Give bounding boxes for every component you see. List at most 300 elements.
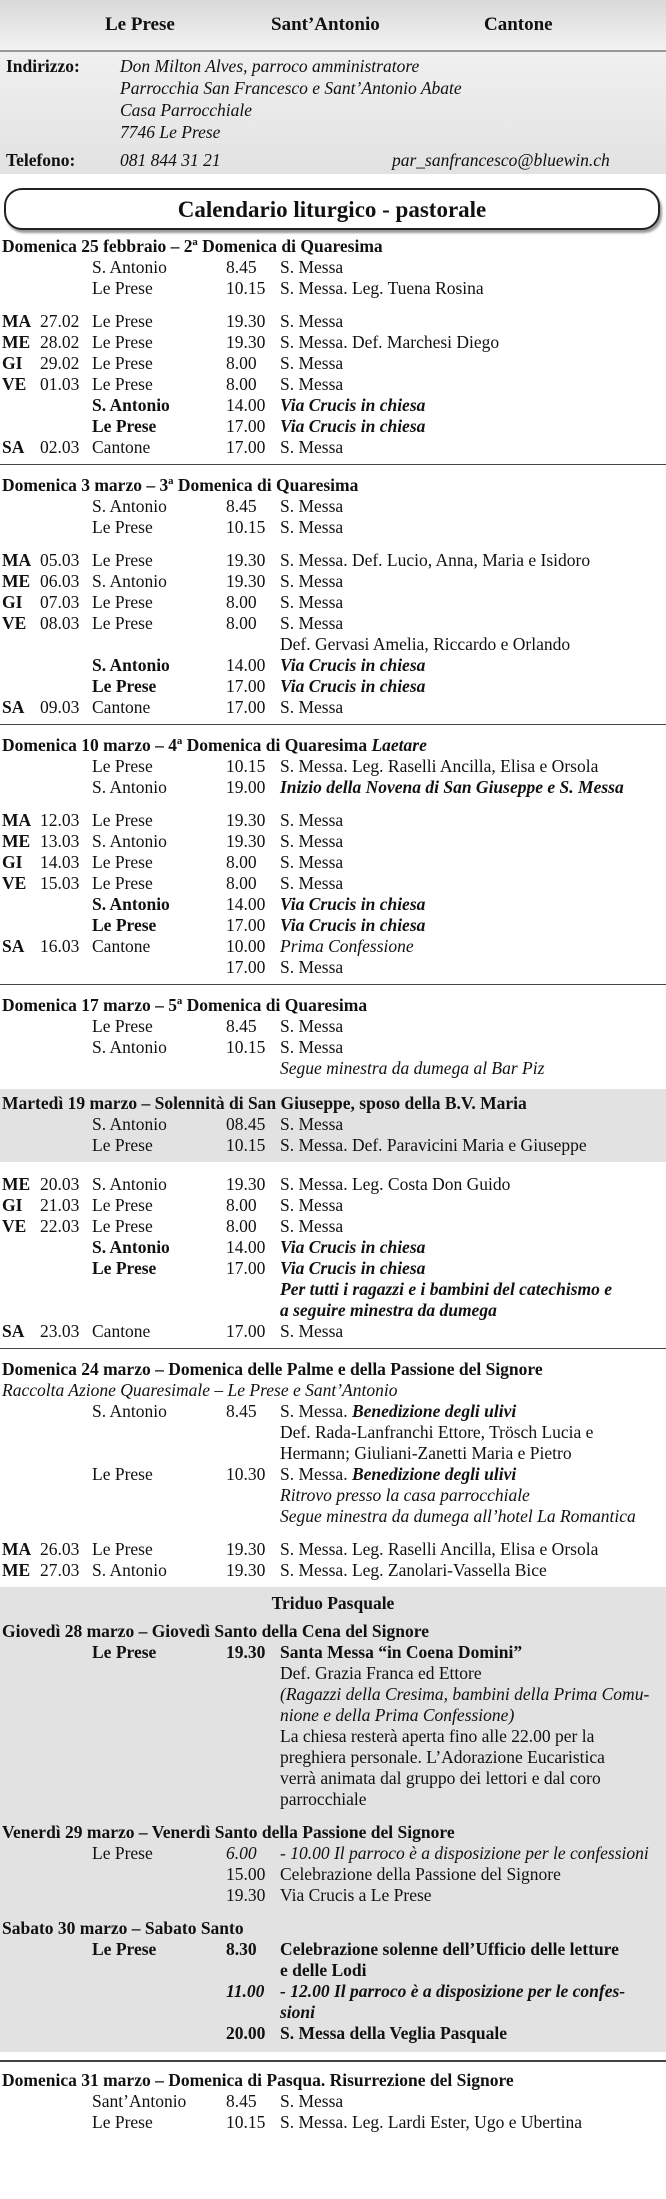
list-item bbox=[0, 2002, 666, 2023]
list-item bbox=[0, 1174, 666, 1195]
header-bar bbox=[0, 0, 666, 52]
list-item bbox=[0, 697, 666, 718]
time: 19.30 bbox=[226, 1642, 266, 1662]
section-title: Domenica 25 febbraio – 2ª Domenica di Quaresima bbox=[2, 236, 383, 256]
list-item bbox=[0, 756, 666, 777]
place: Le Prese bbox=[92, 756, 153, 776]
section-title: Domenica 31 marzo – Domenica di Pasqua. Risurrezione del Signore bbox=[2, 2070, 514, 2090]
divider bbox=[0, 724, 666, 725]
divider bbox=[0, 2060, 666, 2062]
time: 19.30 bbox=[226, 332, 266, 352]
date: 21.03 bbox=[40, 1195, 80, 1215]
divider bbox=[0, 464, 666, 465]
place: Le Prese bbox=[92, 374, 153, 394]
date: 13.03 bbox=[40, 831, 80, 851]
event-note: Def. Gervasi Amelia, Riccardo e Orlando bbox=[280, 634, 571, 654]
time: 19.30 bbox=[226, 1885, 266, 1905]
place: S. Antonio bbox=[92, 571, 167, 591]
list-item bbox=[0, 395, 666, 416]
event: S. Messa bbox=[280, 496, 344, 516]
time: 19.30 bbox=[226, 1539, 266, 1559]
divider bbox=[0, 984, 666, 985]
weekday: ME bbox=[2, 332, 31, 352]
section-17-mar bbox=[0, 995, 666, 1079]
list-item bbox=[0, 353, 666, 374]
list-item bbox=[0, 1642, 666, 1663]
section-title: Domenica 17 marzo – 5ª Domenica di Quaresima bbox=[2, 995, 368, 1015]
event: S. Messa. Leg. Lardi Ester, Ugo e Ubertina bbox=[280, 2112, 583, 2132]
event: S. Messa bbox=[280, 374, 344, 394]
time: 17.00 bbox=[226, 1258, 266, 1278]
list-item bbox=[0, 2091, 666, 2112]
event: Via Crucis in chiesa bbox=[280, 915, 426, 935]
address-line: Parrocchia San Francesco e Sant’Antonio Abate bbox=[120, 78, 462, 98]
place: S. Antonio bbox=[92, 894, 170, 914]
event: S. Messa bbox=[280, 1016, 344, 1036]
weekday: ME bbox=[2, 1560, 31, 1580]
event: Celebrazione solenne dell’Ufficio delle letture bbox=[280, 1939, 619, 1959]
list-item bbox=[0, 1705, 666, 1726]
event: S. Messa bbox=[280, 571, 344, 591]
weekday: GI bbox=[2, 592, 23, 612]
list-item bbox=[0, 496, 666, 517]
place: Cantone bbox=[92, 697, 151, 717]
list-item bbox=[0, 332, 666, 353]
time: 8.45 bbox=[226, 257, 257, 277]
time: 14.00 bbox=[226, 894, 266, 914]
event-note: Ritrovo presso la casa parrocchiale bbox=[280, 1485, 530, 1505]
list-item bbox=[0, 1506, 666, 1527]
event-note: Def. Rada-Lanfranchi Ettore, Trösch Lucia e bbox=[280, 1422, 594, 1442]
place: Le Prese bbox=[92, 1843, 153, 1863]
place: Le Prese bbox=[92, 550, 153, 570]
list-item bbox=[0, 1216, 666, 1237]
place: S. Antonio bbox=[92, 1114, 167, 1134]
event: S. Messa. Leg. Costa Don Guido bbox=[280, 1174, 511, 1194]
weekday: SA bbox=[2, 697, 25, 717]
place: S. Antonio bbox=[92, 1237, 170, 1257]
list-item bbox=[0, 873, 666, 894]
event: S. Messa bbox=[280, 517, 344, 537]
place: S. Antonio bbox=[92, 1037, 167, 1057]
list-item bbox=[0, 1789, 666, 1810]
section-title: Giovedì 28 marzo – Giovedì Santo della Cena del Signore bbox=[2, 1621, 429, 1641]
event: Via Crucis in chiesa bbox=[280, 395, 426, 415]
event-note: Per tutti i ragazzi e i bambini del catechismo e bbox=[280, 1279, 613, 1299]
time: 8.45 bbox=[226, 2091, 257, 2111]
event-highlight: Benedizione degli ulivi bbox=[351, 1464, 517, 1484]
list-item bbox=[0, 571, 666, 592]
place: Le Prese bbox=[92, 810, 153, 830]
time: 10.15 bbox=[226, 2112, 266, 2132]
event: Via Crucis in chiesa bbox=[280, 416, 426, 436]
place: S. Antonio bbox=[92, 257, 167, 277]
event: S. Messa bbox=[280, 592, 344, 612]
place: Le Prese bbox=[92, 1939, 157, 1959]
list-item bbox=[0, 777, 666, 798]
time: 17.00 bbox=[226, 416, 266, 436]
header-sant-antonio: Sant’Antonio bbox=[271, 14, 380, 35]
time: 17.00 bbox=[226, 697, 266, 717]
date: 07.03 bbox=[40, 592, 80, 612]
time: 8.45 bbox=[226, 496, 257, 516]
section-subtitle: Raccolta Azione Quaresimale – Le Prese e Sant’Antonio bbox=[2, 1380, 398, 1400]
list-item bbox=[0, 1684, 666, 1705]
weekday: SA bbox=[2, 936, 25, 956]
list-item bbox=[0, 957, 666, 978]
list-item bbox=[0, 1663, 666, 1684]
event: - 10.00 Il parroco è a disposizione per le confessioni bbox=[280, 1843, 649, 1863]
place: S. Antonio bbox=[92, 777, 167, 797]
date: 14.03 bbox=[40, 852, 80, 872]
section-title-laetare: Laetare bbox=[371, 735, 427, 755]
list-item bbox=[0, 1300, 666, 1321]
place: Le Prese bbox=[92, 852, 153, 872]
section-10-mar bbox=[0, 735, 666, 978]
list-item bbox=[0, 517, 666, 538]
list-item bbox=[0, 1321, 666, 1342]
list-item bbox=[0, 437, 666, 458]
place: Le Prese bbox=[92, 613, 153, 633]
time: 19.30 bbox=[226, 1174, 266, 1194]
phone-label: Telefono: bbox=[6, 150, 76, 170]
list-item bbox=[0, 1058, 666, 1079]
event-note: La chiesa resterà aperta fino alle 22.00 per la bbox=[280, 1726, 595, 1746]
list-item bbox=[0, 1114, 666, 1135]
time: 8.00 bbox=[226, 374, 257, 394]
email: par_sanfrancesco@bluewin.ch bbox=[392, 150, 610, 170]
time: 11.00 bbox=[226, 1981, 265, 2001]
event: S. Messa bbox=[280, 437, 344, 457]
section-title: Venerdì 29 marzo – Venerdì Santo della Passione del Signore bbox=[2, 1822, 455, 1842]
date: 20.03 bbox=[40, 1174, 80, 1194]
time: 19.30 bbox=[226, 571, 266, 591]
event-note: Segue minestra da dumega al Bar Piz bbox=[280, 1058, 545, 1078]
weekday: VE bbox=[2, 1216, 27, 1236]
place: Le Prese bbox=[92, 873, 153, 893]
list-item bbox=[0, 416, 666, 437]
list-item bbox=[0, 278, 666, 299]
place: S. Antonio bbox=[92, 655, 170, 675]
address-line: Don Milton Alves, parroco amministratore bbox=[120, 56, 420, 76]
time: 17.00 bbox=[226, 676, 266, 696]
time: 10.30 bbox=[226, 1464, 266, 1484]
section-24-mar bbox=[0, 1359, 666, 1581]
place: Le Prese bbox=[92, 592, 153, 612]
section-title: Sabato 30 marzo – Sabato Santo bbox=[2, 1918, 244, 1938]
date: 12.03 bbox=[40, 810, 80, 830]
date: 05.03 bbox=[40, 550, 80, 570]
list-item bbox=[0, 1485, 666, 1506]
list-item bbox=[0, 1726, 666, 1747]
list-item bbox=[0, 915, 666, 936]
list-item bbox=[0, 1747, 666, 1768]
time: 17.00 bbox=[226, 957, 266, 977]
time: 19.30 bbox=[226, 1560, 266, 1580]
time: 19.30 bbox=[226, 810, 266, 830]
contact-info bbox=[0, 52, 666, 174]
weekday: GI bbox=[2, 852, 23, 872]
date: 08.03 bbox=[40, 613, 80, 633]
section-19-mar bbox=[0, 1089, 666, 1162]
event: S. Messa bbox=[280, 257, 344, 277]
date: 02.03 bbox=[40, 437, 80, 457]
event: Via Crucis in chiesa bbox=[280, 1258, 426, 1278]
time: 14.00 bbox=[226, 395, 266, 415]
event: Prima Confessione bbox=[280, 936, 414, 956]
list-item bbox=[0, 810, 666, 831]
date: 27.03 bbox=[40, 1560, 80, 1580]
event: Inizio della Novena di San Giuseppe e S. Messa bbox=[280, 777, 624, 797]
event: S. Messa bbox=[280, 810, 344, 830]
list-item bbox=[0, 894, 666, 915]
triduo-block bbox=[0, 1587, 666, 2052]
place: Le Prese bbox=[92, 915, 157, 935]
place: S. Antonio bbox=[92, 1174, 167, 1194]
list-item bbox=[0, 1464, 666, 1485]
event-note: Hermann; Giuliani-Zanetti Maria e Pietro bbox=[280, 1443, 572, 1463]
event: S. Messa bbox=[280, 353, 344, 373]
event-note: Def. Grazia Franca ed Ettore bbox=[280, 1663, 482, 1683]
time: 8.00 bbox=[226, 873, 257, 893]
time: 19.00 bbox=[226, 777, 266, 797]
weekday: VE bbox=[2, 613, 27, 633]
date: 16.03 bbox=[40, 936, 80, 956]
event: S. Messa. bbox=[280, 1401, 352, 1421]
place: S. Antonio bbox=[92, 1560, 167, 1580]
place: S. Antonio bbox=[92, 496, 167, 516]
time: 19.30 bbox=[226, 311, 266, 331]
place: Le Prese bbox=[92, 1135, 153, 1155]
list-item bbox=[0, 311, 666, 332]
date: 01.03 bbox=[40, 374, 80, 394]
event: S. Messa bbox=[280, 311, 344, 331]
list-item bbox=[0, 655, 666, 676]
event: S. Messa. Def. Marchesi Diego bbox=[280, 332, 500, 352]
time: 8.30 bbox=[226, 1939, 257, 1959]
date: 26.03 bbox=[40, 1539, 80, 1559]
list-item bbox=[0, 613, 666, 634]
weekday: MA bbox=[2, 550, 32, 570]
date: 15.03 bbox=[40, 873, 80, 893]
section-31-mar bbox=[0, 2070, 666, 2133]
event: S. Messa della Veglia Pasquale bbox=[280, 2023, 508, 2043]
weekday: MA bbox=[2, 1539, 32, 1559]
weekday: VE bbox=[2, 873, 27, 893]
event-note: preghiera personale. L’Adorazione Eucaristica bbox=[280, 1747, 605, 1767]
time: 17.00 bbox=[226, 915, 266, 935]
list-item bbox=[0, 1539, 666, 1560]
date: 22.03 bbox=[40, 1216, 80, 1236]
list-item bbox=[0, 1885, 666, 1906]
list-item bbox=[0, 1135, 666, 1156]
section-25-feb bbox=[0, 236, 666, 458]
event: S. Messa bbox=[280, 1216, 344, 1236]
list-item bbox=[0, 1258, 666, 1279]
event-note: a seguire minestra da dumega bbox=[280, 1300, 497, 1320]
list-item bbox=[0, 1939, 666, 1960]
list-item bbox=[0, 852, 666, 873]
event: S. Messa. Leg. Zanolari-Vassella Bice bbox=[280, 1560, 547, 1580]
event: Via Crucis in chiesa bbox=[280, 1237, 426, 1257]
list-item bbox=[0, 831, 666, 852]
time: 10.15 bbox=[226, 1135, 266, 1155]
event: S. Messa. Def. Paravicini Maria e Giuseppe bbox=[280, 1135, 587, 1155]
list-item bbox=[0, 257, 666, 278]
event: Santa Messa “in Coena Domini” bbox=[280, 1642, 523, 1662]
address-line: Casa Parrocchiale bbox=[120, 100, 253, 120]
list-item bbox=[0, 676, 666, 697]
weekday: ME bbox=[2, 831, 31, 851]
time: 8.00 bbox=[226, 592, 257, 612]
time: 10.15 bbox=[226, 278, 266, 298]
place: Le Prese bbox=[92, 1464, 153, 1484]
place: S. Antonio bbox=[92, 1401, 167, 1421]
triduo-title: Triduo Pasquale bbox=[0, 1587, 666, 1621]
time: 10.15 bbox=[226, 756, 266, 776]
time: 08.45 bbox=[226, 1114, 266, 1134]
event: S. Messa bbox=[280, 1114, 344, 1134]
place: Le Prese bbox=[92, 416, 157, 436]
time: 10.00 bbox=[226, 936, 266, 956]
address-line: 7746 Le Prese bbox=[120, 122, 221, 142]
time: 19.30 bbox=[226, 831, 266, 851]
place: Le Prese bbox=[92, 1016, 153, 1036]
weekday: ME bbox=[2, 571, 31, 591]
time: 8.45 bbox=[226, 1016, 257, 1036]
address-label: Indirizzo: bbox=[6, 56, 80, 76]
list-item bbox=[0, 1981, 666, 2002]
place: Le Prese bbox=[92, 332, 153, 352]
list-item bbox=[0, 1843, 666, 1864]
list-item bbox=[0, 1401, 666, 1422]
event: Via Crucis in chiesa bbox=[280, 655, 426, 675]
date: 28.02 bbox=[40, 332, 80, 352]
place: Sant’Antonio bbox=[92, 2091, 187, 2111]
event: S. Messa bbox=[280, 873, 344, 893]
time: 8.00 bbox=[226, 613, 257, 633]
event: S. Messa bbox=[280, 2091, 344, 2111]
place: Le Prese bbox=[92, 1216, 153, 1236]
list-item bbox=[0, 374, 666, 395]
weekday: GI bbox=[2, 1195, 23, 1215]
place: S. Antonio bbox=[92, 395, 170, 415]
list-item bbox=[0, 2023, 666, 2044]
weekday: VE bbox=[2, 374, 27, 394]
place: Cantone bbox=[92, 936, 151, 956]
date: 29.02 bbox=[40, 353, 80, 373]
event: S. Messa bbox=[280, 1321, 344, 1341]
list-item bbox=[0, 1422, 666, 1443]
event: S. Messa. Def. Lucio, Anna, Maria e Isidoro bbox=[280, 550, 591, 570]
time: 17.00 bbox=[226, 1321, 266, 1341]
place: Le Prese bbox=[92, 2112, 153, 2132]
event: S. Messa bbox=[280, 957, 344, 977]
event: S. Messa. bbox=[280, 1464, 352, 1484]
time: 15.00 bbox=[226, 1864, 266, 1884]
event-highlight: Benedizione degli ulivi bbox=[351, 1401, 517, 1421]
time: 14.00 bbox=[226, 655, 266, 675]
event-note: (Ragazzi della Cresima, bambini della Prima Comu- bbox=[280, 1684, 650, 1704]
time: 20.00 bbox=[226, 2023, 266, 2043]
list-item bbox=[0, 550, 666, 571]
time: 17.00 bbox=[226, 437, 266, 457]
weekday: ME bbox=[2, 1174, 31, 1194]
list-item bbox=[0, 1960, 666, 1981]
place: Le Prese bbox=[92, 1258, 157, 1278]
place: Le Prese bbox=[92, 1539, 153, 1559]
event-note: verrà animata dal gruppo dei lettori e dal coro bbox=[280, 1768, 601, 1788]
weekday: GI bbox=[2, 353, 23, 373]
time: 8.00 bbox=[226, 1195, 257, 1215]
date: 23.03 bbox=[40, 1321, 80, 1341]
list-item bbox=[0, 1560, 666, 1581]
time: 10.15 bbox=[226, 517, 266, 537]
event: S. Messa. Leg. Raselli Ancilla, Elisa e Orsola bbox=[280, 1539, 599, 1559]
section-3-mar bbox=[0, 475, 666, 718]
event: Celebrazione della Passione del Signore bbox=[280, 1864, 561, 1884]
list-item bbox=[0, 1443, 666, 1464]
event-note: Segue minestra da dumega all’hotel La Romantica bbox=[280, 1506, 636, 1526]
section-title-text: Domenica 10 marzo – 4ª Domenica di Quaresima bbox=[2, 735, 372, 755]
event: S. Messa bbox=[280, 1195, 344, 1215]
event: Via Crucis in chiesa bbox=[280, 676, 426, 696]
time: 6.00 bbox=[226, 1843, 257, 1863]
time: 19.30 bbox=[226, 550, 266, 570]
event: Via Crucis in chiesa bbox=[280, 894, 426, 914]
event-note: e delle Lodi bbox=[280, 1960, 367, 1980]
list-item bbox=[0, 1768, 666, 1789]
list-item bbox=[0, 2112, 666, 2133]
time: 8.00 bbox=[226, 353, 257, 373]
list-item bbox=[0, 1279, 666, 1300]
event-note: sioni bbox=[280, 2002, 316, 2022]
event: - 12.00 Il parroco è a disposizione per le confes- bbox=[280, 1981, 626, 2001]
event: S. Messa bbox=[280, 852, 344, 872]
event-note: nione e della Prima Confessione) bbox=[280, 1705, 515, 1725]
place: Le Prese bbox=[92, 1195, 153, 1215]
calendar-title: Calendario liturgico - pastorale bbox=[4, 188, 660, 230]
event: Via Crucis a Le Prese bbox=[280, 1885, 432, 1905]
list-item bbox=[0, 1037, 666, 1058]
event: S. Messa bbox=[280, 831, 344, 851]
list-item bbox=[0, 1195, 666, 1216]
date: 09.03 bbox=[40, 697, 80, 717]
event: S. Messa bbox=[280, 613, 344, 633]
weekday: MA bbox=[2, 810, 32, 830]
date: 06.03 bbox=[40, 571, 80, 591]
place: Le Prese bbox=[92, 517, 153, 537]
date: 27.02 bbox=[40, 311, 80, 331]
event: S. Messa bbox=[280, 1037, 344, 1057]
event: S. Messa. Leg. Raselli Ancilla, Elisa e Orsola bbox=[280, 756, 599, 776]
time: 8.00 bbox=[226, 1216, 257, 1236]
list-item bbox=[0, 936, 666, 957]
divider bbox=[0, 1348, 666, 1349]
section-title bbox=[0, 735, 666, 756]
section-title: Martedì 19 marzo – Solennità di San Giuseppe, sposo della B.V. Maria bbox=[2, 1093, 527, 1113]
place: Cantone bbox=[92, 437, 151, 457]
weekday: MA bbox=[2, 311, 32, 331]
section-title: Domenica 3 marzo – 3ª Domenica di Quaresima bbox=[2, 475, 359, 495]
event-note: parrocchiale bbox=[280, 1789, 367, 1809]
section-weekdays-20-23-mar bbox=[0, 1174, 666, 1342]
event: S. Messa bbox=[280, 697, 344, 717]
weekday: SA bbox=[2, 1321, 25, 1341]
section-title: Domenica 24 marzo – Domenica delle Palme e della Passione del Signore bbox=[2, 1359, 543, 1379]
time: 10.15 bbox=[226, 1037, 266, 1057]
place: Cantone bbox=[92, 1321, 151, 1341]
